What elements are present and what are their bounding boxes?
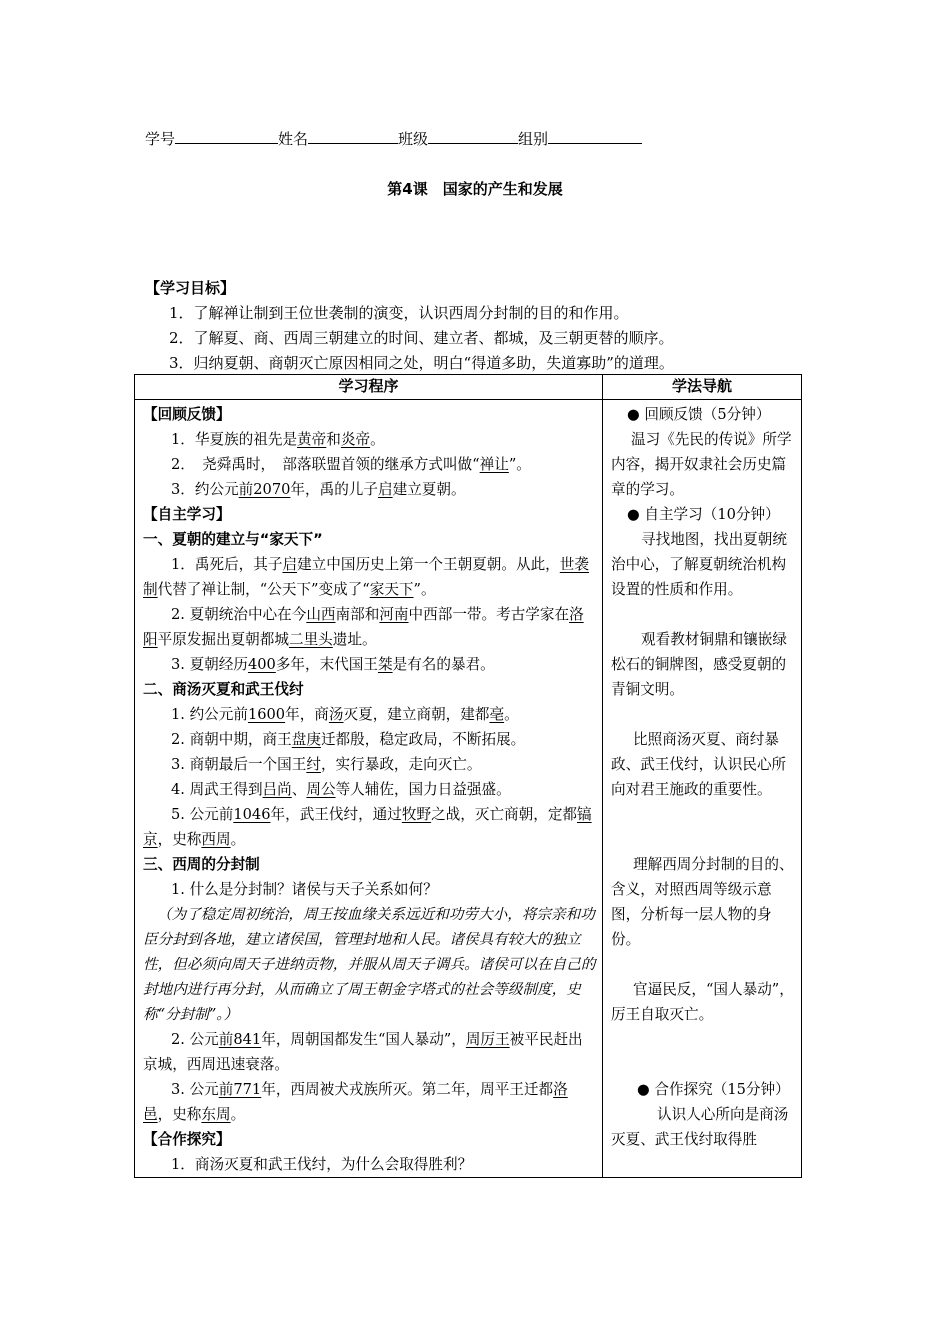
class-blank[interactable]	[428, 129, 518, 144]
review-item-3: 3．约公元前2070年，禹的儿子启建立夏朝。	[171, 481, 466, 498]
guide-text: 温习《先民的传说》所学内容，揭开奴隶社会历史篇章的学习。	[611, 431, 792, 498]
guide-heading: ● 回顾反馈（5分钟）	[627, 406, 771, 423]
student-info-line	[145, 128, 642, 149]
learning-objectives	[145, 276, 674, 376]
lesson-title: 第4课 国家的产生和发展	[387, 180, 563, 198]
name-blank[interactable]	[308, 129, 398, 144]
objective-item: 2．了解夏、商、西周三朝建立的时间、建立者、都城，及三朝更替的顺序。	[169, 329, 674, 347]
study-table	[134, 374, 802, 1178]
study-item: 1. 约公元前1600年，商汤灭夏，建立商朝，建都亳。	[171, 706, 519, 723]
name-label: 姓名	[278, 130, 309, 148]
class-label: 班级	[398, 130, 429, 148]
study-item: 4. 周武王得到吕尚、周公等人辅佐，国力日益强盛。	[171, 781, 511, 798]
objective-item: 1．了解禅让制到王位世袭制的演变，认识西周分封制的目的和作用。	[169, 304, 629, 322]
guide-text: 比照商汤灭夏、商纣暴政、武王伐纣，认识民心所向对君王施政的重要性。	[611, 731, 787, 798]
guide-text: 理解西周分封制的目的、含义，对照西周等级示意图，分析每一层人物的身份。	[611, 856, 794, 948]
guide-text: 观看教材铜鼎和镶嵌绿松石的铜牌图，感受夏朝的青铜文明。	[611, 631, 787, 698]
study-item: 3. 商朝最后一个国王纣，实行暴政，走向灭亡。	[171, 756, 482, 773]
section-heading: 一、夏朝的建立与“家天下”	[143, 531, 323, 548]
study-item: 2. 夏朝统治中心在今山西南部和河南中西部一带。考古学家在洛阳平原发掘出夏朝都城二里头遗址。	[143, 606, 584, 648]
self-study-heading: 【自主学习】	[143, 506, 231, 523]
guide-text: 认识人心所向是商汤灭夏、武王伐纣取得胜	[611, 1106, 789, 1148]
study-item: 2. 公元前841年，周朝国都发生“国人暴动”，周厉王被平民赶出京城，西周迅速衰落。	[143, 1031, 583, 1073]
guide-heading: ● 自主学习（10分钟）	[627, 506, 780, 523]
review-item-1: 1．华夏族的祖先是黄帝和炎帝。	[171, 431, 385, 448]
study-item: 2. 商朝中期，商王盘庚迁都殷，稳定政局，不断拓展。	[171, 731, 526, 748]
table-header-row	[135, 375, 802, 400]
review-item-2: 2． 尧舜禹时， 部落联盟首领的继承方式叫做“禅让”。	[171, 456, 531, 473]
group-blank[interactable]	[548, 129, 642, 144]
column-header-guide: 学法导航	[603, 375, 802, 400]
study-item: 1．禹死后，其子启建立中国历史上第一个王朝夏朝。从此，世袭制代替了禅让制，“公天下”变成了“家天下”。	[143, 556, 589, 598]
guide-cell	[603, 400, 802, 1178]
objective-item: 3．归纳夏朝、商朝灭亡原因相同之处，明白“得道多助，失道寡助”的道理。	[169, 354, 674, 372]
column-header-procedure: 学习程序	[135, 375, 603, 400]
study-item: 1. 什么是分封制？诸侯与天子关系如何？	[171, 881, 438, 898]
objectives-heading: 【学习目标】	[145, 279, 236, 297]
group-label: 组别	[518, 130, 549, 148]
study-item: 3. 夏朝经历400多年，末代国王桀是有名的暴君。	[171, 656, 495, 673]
study-item: 3. 公元前771年，西周被犬戎族所灭。第二年，周平王迁都洛邑，史称东周。	[143, 1081, 568, 1123]
guide-text: 官逼民反，“国人暴动”，厉王自取灭亡。	[611, 981, 794, 1023]
study-answer: （为了稳定周初统治，周王按血缘关系远近和功劳大小，将宗亲和功臣分封到各地，建立诸侯国，管理封地和人民。诸侯具有较大的独立性，但必须向周天子进纳贡物，并服从周天子调兵。诸侯可以在自己的封地内进行再分封，从而确立了周王朝金字塔式的社会等级制度，史称“分封制”。）	[143, 906, 596, 1023]
guide-text: 寻找地图，找出夏朝统治中心，了解夏朝统治机构设置的性质和作用。	[611, 531, 787, 598]
study-item: 5. 公元前1046年，武王伐纣，通过牧野之战，灭亡商朝，定都镐京，史称西周。	[143, 806, 592, 848]
table-body-row	[135, 400, 802, 1178]
section-heading: 三、西周的分封制	[143, 856, 260, 873]
guide-heading: ● 合作探究（15分钟）	[637, 1081, 790, 1098]
cooperation-item: 1．商汤灭夏和武王伐纣，为什么会取得胜利？	[171, 1156, 473, 1173]
student-id-label: 学号	[145, 130, 176, 148]
cooperation-heading: 【合作探究】	[143, 1131, 231, 1148]
student-id-blank[interactable]	[175, 129, 278, 144]
review-heading: 【回顾反馈】	[143, 406, 231, 423]
procedure-cell	[135, 400, 603, 1178]
section-heading: 二、商汤灭夏和武王伐纣	[143, 681, 304, 698]
